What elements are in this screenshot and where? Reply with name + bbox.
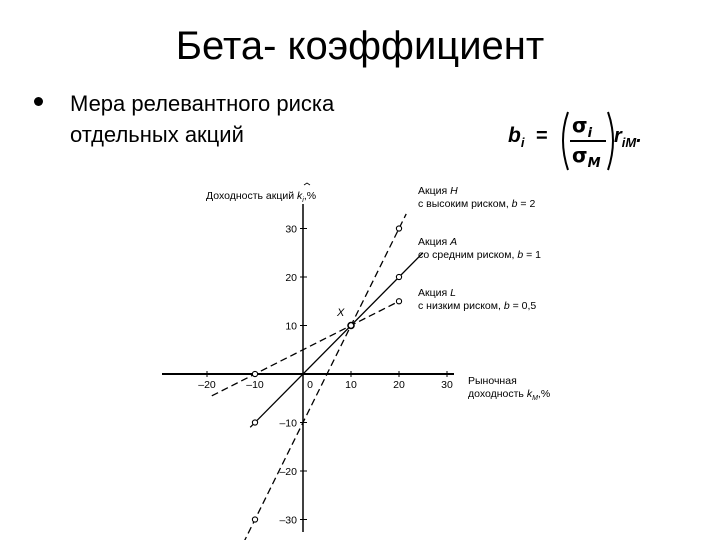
series-line-L	[212, 301, 399, 396]
series-point-L	[252, 371, 257, 376]
formula-period: .	[636, 125, 642, 147]
series-point-H	[396, 226, 401, 231]
legend-name-L: Акция L	[418, 287, 456, 299]
y-axis-label-sub: i	[302, 197, 304, 204]
chart-series-lines	[212, 214, 423, 540]
y-axis-label-var: k	[297, 190, 303, 202]
formula-r: r	[614, 125, 622, 147]
bullet-text: Мера релевантного риска отдельных акций	[70, 91, 335, 147]
svg-text:bi	[508, 124, 525, 150]
y-tick-label: 30	[285, 223, 297, 236]
x-axis-label-sub: M	[532, 395, 538, 402]
x-tick-label: 10	[345, 379, 357, 391]
x-tick-label: 30	[441, 379, 453, 391]
series-point-A	[252, 420, 257, 425]
series-point-L	[396, 299, 401, 304]
bullet-dot-icon	[34, 97, 43, 106]
intersection-label: X	[337, 307, 345, 319]
y-axis-label	[206, 190, 316, 204]
y-tick-label: –10	[279, 417, 297, 430]
intersection-point	[348, 323, 354, 329]
x-axis-label-line1: Рыночная	[468, 375, 517, 387]
formula-b-sub: i	[520, 135, 525, 150]
x-tick-label: 20	[393, 379, 405, 391]
legend-desc-H: с высоким риском, b = 2	[418, 198, 536, 210]
formula-sigma-i: σ	[572, 113, 588, 137]
x-axis-label-unit: ,%	[537, 388, 551, 400]
formula-right-paren	[608, 112, 613, 170]
formula-sigma-m-sub: M	[587, 156, 601, 171]
formula-sigma-i-sub: i	[587, 126, 593, 141]
legend-name-H: Акция H	[418, 185, 458, 197]
x-tick-label: –10	[246, 379, 264, 391]
x-axis-label-main: доходность	[468, 388, 524, 400]
beta-chart	[150, 180, 570, 540]
svg-text:riM.	[614, 125, 642, 150]
chart-labels	[206, 183, 550, 402]
y-tick-label: –30	[279, 514, 297, 527]
series-point-H	[252, 517, 257, 522]
formula-equals: =	[536, 125, 548, 147]
y-axis-label-main: Доходность акций	[206, 190, 295, 202]
x-axis-label-line2	[468, 388, 550, 402]
formula-left-paren	[563, 112, 568, 170]
y-label-hat	[304, 183, 310, 185]
x-axis-label-var: k	[526, 388, 533, 400]
y-tick-label: 10	[285, 320, 297, 333]
slide-title: Бета- коэффициент	[175, 24, 545, 68]
formula-sigma-m: σ	[572, 143, 588, 167]
legend-desc-A: со средним риском, b = 1	[418, 249, 541, 261]
formula-r-sub: iM	[621, 135, 637, 150]
chart-axes	[162, 204, 454, 532]
beta-formula	[500, 98, 660, 188]
formula-b: b	[508, 124, 521, 147]
y-tick-label: 20	[285, 272, 297, 284]
svg-text:σM	[572, 143, 601, 171]
svg-text:σi	[572, 113, 593, 141]
y-axis-label-unit: ,%	[303, 190, 317, 202]
x-tick-label: –20	[198, 379, 216, 391]
x-tick-label: 0	[307, 379, 313, 391]
legend-name-A: Акция A	[418, 236, 458, 248]
series-point-A	[396, 274, 401, 279]
y-tick-label: –20	[279, 466, 297, 478]
legend-desc-L: с низким риском, b = 0,5	[418, 300, 537, 312]
